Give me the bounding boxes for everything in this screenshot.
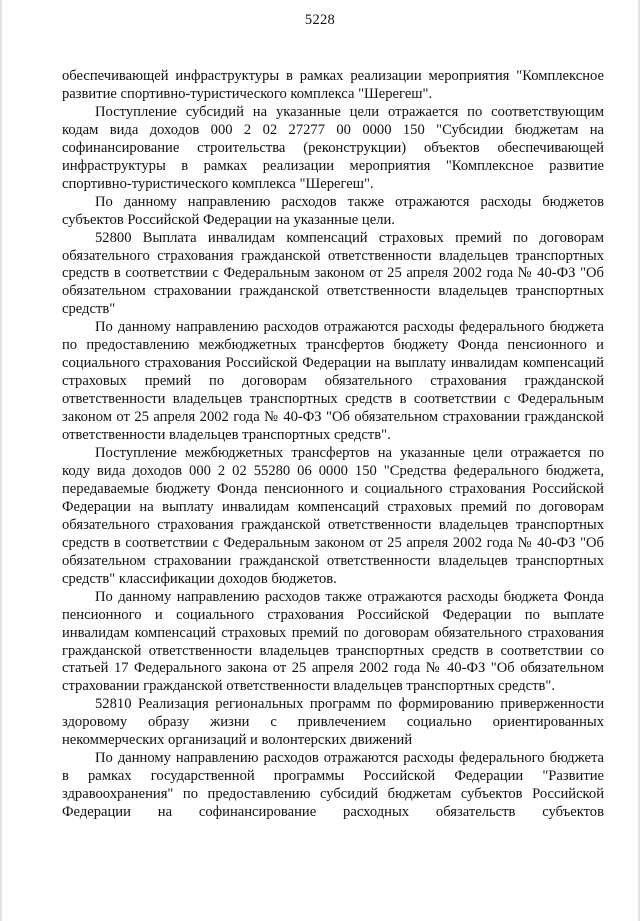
paragraph-subsidy-direction: По данному направлению расходов также отражаются расходы бюджетов субъектов Российской Федерации на указанные цели. [62, 193, 604, 228]
paragraph-continuation: обеспечивающей инфраструктуры в рамках реализации мероприятия "Комплексное развитие спортивно-туристического комплекса "Шерегеш". [62, 68, 604, 102]
page-number: 5228 [304, 12, 336, 28]
paragraph-fund-direction: По данному направлению расходов также отражаются расходы бюджета Фонда пенсионного и социального страхования Российской Федерации по выплате инвалидам компенсаций страховых премий по договорам обязательного страхования гражданской ответственности владельцев транспортных средств в соответствии со статьей 17 Федерального закона от 25 апреля 2002 года № 40-ФЗ "Об обязательном страховании гражданской ответственности владельцев транспортных средств". [62, 588, 604, 695]
paragraph-transfer-receipt: Поступление межбюджетных трансфертов на указанные цели отражается по коду вида доходов 000 2 02 55280 06 0000 150 "Средства федерального бюджета, передаваемые бюджету Фонда пенсионного и социального страхования Российской Федерации на выплату инвалидам компенсаций страховых премий по договорам обязательного страхования гражданской ответственности владельцев транспортных средств в соответствии с Федеральным законом от 25 апреля 2002 года № 40-ФЗ "Об обязательном страховании гражданской ответственности владельцев транспортных средств" классификации доходов бюджетов. [62, 445, 604, 587]
paragraph-code-52800: 52800 Выплата инвалидам компенсаций страховых премий по договорам обязательного страхования гражданской ответственности владельцев транспортных средств в соответствии с Федеральным законом от 25 апреля 2002 года № 40-ФЗ "Об обязательном страховании гражданской ответственности владельцев транспортных средств" [62, 229, 604, 318]
paragraph-code-52810: 52810 Реализация региональных программ по формированию приверженности здоровому образу жизни с привлечением социально ориентированных некоммерческих организаций и волонтерских движений [62, 696, 604, 749]
paragraph-healthcare-direction: По данному направлению расходов отражаются расходы федерального бюджета в рамках государственной программы Российской Федерации "Развитие здравоохранения" по предоставлению субсидий бюджетам субъектов Российской Федерации на софинансирование расходных обязательств субъектов [62, 750, 604, 821]
scan-edge-left [0, 0, 3, 921]
paragraph-federal-budget-direction: По данному направлению расходов отражаются расходы федерального бюджета по предоставлению межбюджетных трансфертов бюджету Фонда пенсионного и социального страхования Российской Федерации на выплату инвалидам компенсаций страховых премий по договорам обязательного страхования гражданской ответственности владельцев транспортных средств в соответствии с Федеральным законом от 25 апреля 2002 года № 40-ФЗ "Об обязательном страховании гражданской ответственности владельцев транспортных средств". [62, 319, 604, 444]
text-body [62, 68, 604, 822]
paragraph-subsidy-receipt: Поступление субсидий на указанные цели отражается по соответствующим кодам вида доходов 000 2 02 27277 00 0000 150 "Субсидии бюджетам на софинансирование строительства (реконструкции) объектов обеспечивающей инфраструктуры в рамках реализации мероприятия "Комплексное развитие спортивно-туристического комплекса "Шерегеш". [62, 103, 604, 192]
